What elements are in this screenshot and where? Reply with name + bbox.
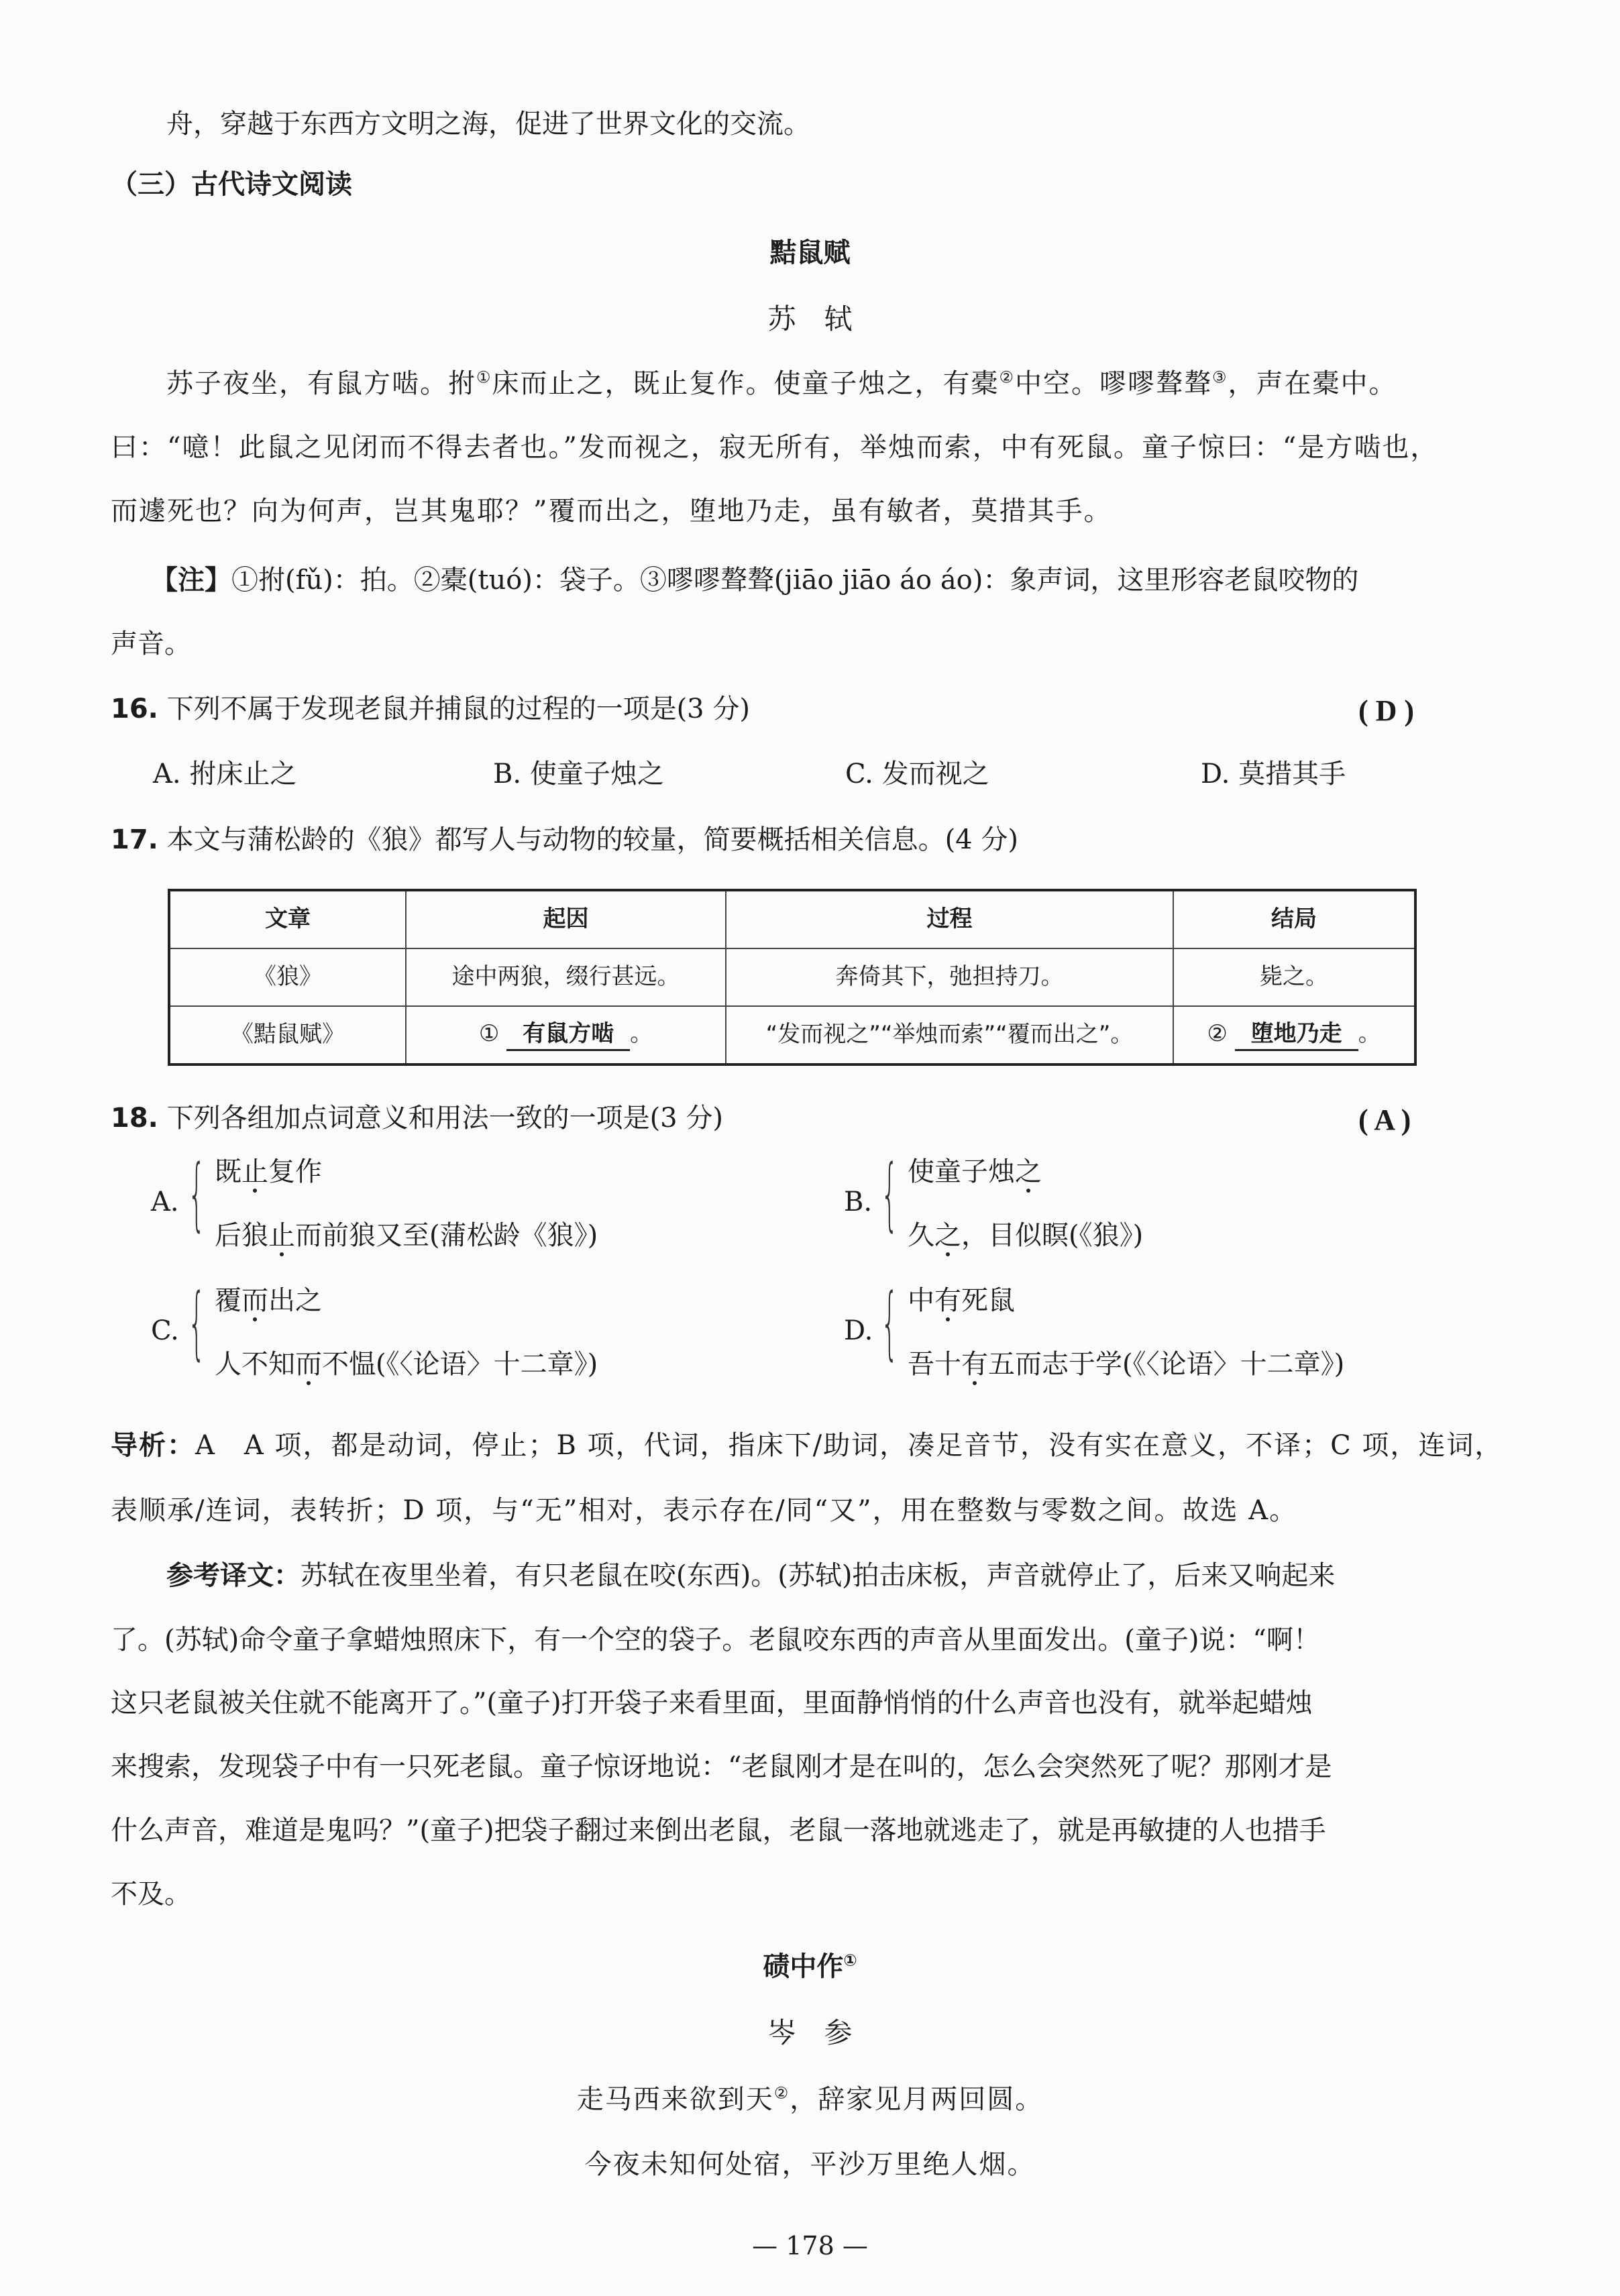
continuation-text: 舟，穿越于东西方文明之海，促进了世界文化的交流。: [166, 109, 810, 140]
q18-answer: ( A ): [1358, 1103, 1411, 1136]
table-cell: 《黠鼠赋》: [169, 1006, 406, 1064]
q16-answer: ( D ): [1358, 694, 1415, 727]
translation-line1: 参考译文：苏轼在夜里坐着，有只老鼠在咬(东西)。(苏轼)拍击床板，声音就停止了，后来又响起来: [166, 1560, 1336, 1591]
table-cell-result-answer: ② 堕地乃走 。: [1173, 1006, 1415, 1064]
analysis-line2: 表顺承/连词，表转折；D 项，与“无”相对，表示存在/同“又”，用在整数与零数之间。故选 A。: [111, 1495, 1298, 1526]
table-cell-cause-answer: ① 有鼠方啮 。: [406, 1006, 726, 1064]
q16-option-c: C. 发而视之: [845, 759, 989, 789]
poem-title: 碛中作①: [763, 1951, 857, 1982]
poem-line2: 今夜未知何处宿，平沙万里绝人烟。: [584, 2149, 1036, 2180]
poem-line1: 走马西来欲到天②，辞家见月两回圆。: [576, 2083, 1044, 2115]
document-page: 舟，穿越于东西方文明之海，促进了世界文化的交流。 （三）古代诗文阅读 黠鼠赋 苏 轼 苏子夜坐，有鼠方啮。拊①床而止之，既止复作。使童子烛之，有橐②中空。嘐嘐聱聱③，声在橐中。 曰：“噫！此鼠之见闭而不得去者也。”发而视之，寂无所有，举烛而索，中有死鼠。童子惊曰：“是方啮也， 而遽死也？向为何声，岂其鬼耶？”覆而出之，堕地乃走，虽有敏者，莫措其手。 【注】①拊(fǔ)：拍。②橐(tuó)：袋子。③嘐嘐聱聱(jiāo jiāo áo áo)：象声词，这里形容老鼠咬物的 声音。 16. 下列不属于发现老鼠并捕鼠的过程的一项是(3 分) ( D ) A. 拊床止之 B. 使童子烛之 C. 发而视之 D. 莫措其手 17. 本文与蒲松龄的《狼》都写人与动物的较量，简要概括相关信息。(4 分) 文章 起因 过程 结局 《狼》 途中两狼，缀行甚远。 奔倚其下，弛担持刀。 毙之。 《黠鼠赋》 ① 有鼠方啮 。 “发而视之”“举烛而索”“覆而出之”。 ② 堕地乃走 。 18. 下列各组加点词意义和用法一致的一项是(3 分) ( A ) A. { 既止复作 后狼止而前狼又至(蒲松龄《狼》) B. { 使童子烛之 久之，目似瞑(《狼》) C. { 覆而出之 人不知而不愠(《〈论语〉十二章》) D. { 中有死鼠 吾十有五而志于学(《〈论语〉十二章》) 导析：A A 项，都是动词，停止；B 项，代词，指床下/助词，凑足音节，没有实在意义，不译；C 项，连词， 表顺承/连词，表转折；D 项，与“无”相对，表示存在/同“又”，用在整数与零数之间。故选 A。 参考译文：苏轼在夜里坐着，有只老鼠在咬(东西)。(苏轼)拍击床板，声音就停止了，后来又响起来 了。(苏轼)命令童子拿蜡烛照床下，有一个空的袋子。老鼠咬东西的声音从里面发出。(童子)说：“啊！ 这只老鼠被关住就不能离开了。”(童子)打开袋子来看里面，里面静悄悄的什么声音也没有，就举起蜡烛 来搜索，发现袋子中有一只死老鼠。童子惊讶地说：“老鼠刚才是在叫的，怎么会突然死了呢？那刚才是 什么声音，难道是鬼吗？”(童子)把袋子翻过来倒出老鼠，老鼠一落地就逃走了，就是再敏捷的人也措手 不及。 碛中作① 岑 参 走马西来欲到天②，辞家见月两回圆。 今夜未知何处宿，平沙万里绝人烟。 — 178 —: [0, 0, 1620, 2296]
passage1-author: 苏 轼: [767, 303, 853, 335]
table-header-result: 结局: [1173, 890, 1415, 948]
passage1-note: 【注】①拊(fǔ)：拍。②橐(tuó)：袋子。③嘐嘐聱聱(jiāo jiāo áo áo)：象声词，这里形容老鼠咬物的: [151, 565, 1359, 596]
q17-table: [168, 889, 1417, 1066]
passage1-line2: 曰：“噫！此鼠之见闭而不得去者也。”发而视之，寂无所有，举烛而索，中有死鼠。童子惊曰：“是方啮也，: [111, 432, 1439, 463]
passage1-title: 黠鼠赋: [769, 237, 851, 268]
q16-option-b: B. 使童子烛之: [493, 759, 664, 789]
table-cell: 奔倚其下，弛担持刀。: [726, 948, 1173, 1006]
translation-line4: 来搜索，发现袋子中有一只死老鼠。童子惊讶地说：“老鼠刚才是在叫的，怎么会突然死了呢？那刚才是: [111, 1751, 1332, 1782]
q16-option-a: A. 拊床止之: [153, 759, 297, 789]
passage1-line3: 而遽死也？向为何声，岂其鬼耶？”覆而出之，堕地乃走，虽有敏者，莫措其手。: [111, 496, 1112, 527]
q17-stem: 17. 本文与蒲松龄的《狼》都写人与动物的较量，简要概括相关信息。(4 分): [111, 824, 1018, 855]
q16-stem: 16. 下列不属于发现老鼠并捕鼠的过程的一项是(3 分): [111, 694, 750, 724]
q16-option-d: D. 莫措其手: [1201, 759, 1346, 789]
passage1-line1: 苏子夜坐，有鼠方啮。拊①床而止之，既止复作。使童子烛之，有橐②中空。嘐嘐聱聱③，声在橐中。: [166, 368, 1397, 399]
table-cell: 途中两狼，缀行甚远。: [406, 948, 726, 1006]
table-cell: 毙之。: [1173, 948, 1415, 1006]
table-row: [169, 1006, 1415, 1064]
table-header-process: 过程: [726, 890, 1173, 948]
translation-line6: 不及。: [111, 1879, 191, 1910]
section-heading: （三）古代诗文阅读: [111, 169, 352, 200]
passage1-note-cont: 声音。: [111, 628, 191, 659]
translation-line5: 什么声音，难道是鬼吗？”(童子)把袋子翻过来倒出老鼠，老鼠一落地就逃走了，就是再敏捷的人也措手: [111, 1815, 1326, 1846]
table-cell: 《狼》: [169, 948, 406, 1006]
translation-line2: 了。(苏轼)命令童子拿蜡烛照床下，有一个空的袋子。老鼠咬东西的声音从里面发出。(童子)说：“啊！: [111, 1625, 1320, 1655]
table-header-row: [169, 890, 1415, 948]
table-cell: “发而视之”“举烛而索”“覆而出之”。: [726, 1006, 1173, 1064]
page-number: — 178 —: [752, 2231, 868, 2260]
table-header-article: 文章: [169, 890, 406, 948]
table-header-cause: 起因: [406, 890, 726, 948]
table-row: [169, 948, 1415, 1006]
poem-author: 岑 参: [767, 2016, 853, 2049]
analysis-line1: 导析：A A 项，都是动词，停止；B 项，代词，指床下/助词，凑足音节，没有实在意义，不译；C 项，连词，: [111, 1430, 1503, 1461]
translation-line3: 这只老鼠被关住就不能离开了。”(童子)打开袋子来看里面，里面静悄悄的什么声音也没有，就举起蜡烛: [111, 1688, 1313, 1718]
q18-stem: 18. 下列各组加点词意义和用法一致的一项是(3 分): [111, 1103, 723, 1134]
